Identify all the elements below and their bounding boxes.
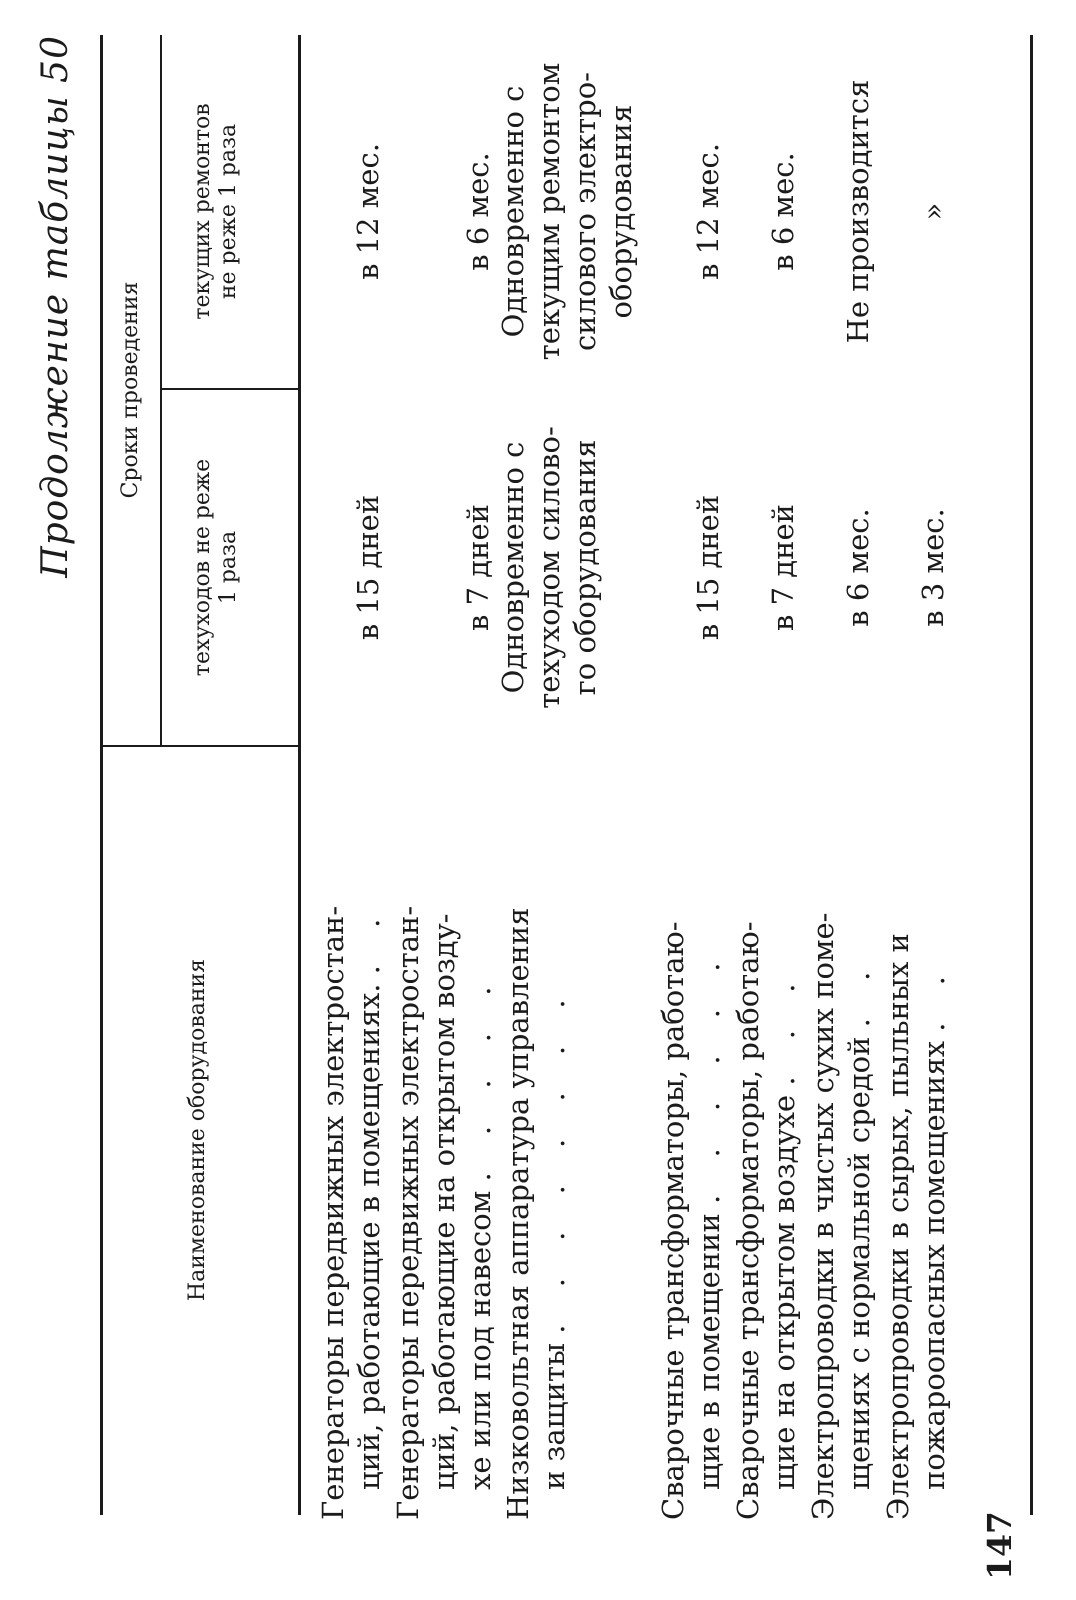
header-tech-line2: 1 раза [216, 530, 241, 605]
row-2-name-line2: ций, работающие на открытом возду- [427, 913, 461, 1490]
row-1-name-line2: ций, работающие в помещениях. [352, 983, 386, 1490]
row-3-tech-line1: Одновременно с [496, 441, 530, 694]
row-3-name-line2: и защиты [537, 1342, 571, 1490]
header-tech [190, 390, 242, 745]
table-row-5-tech: в 7 дней [766, 504, 800, 631]
header-repair-line1: текущих ремонтов [190, 103, 215, 320]
table-row-3-name [500, 755, 572, 1520]
table-bottom-rule [1030, 35, 1033, 1515]
table-top-rule [100, 35, 103, 1515]
row-3-name-line1: Низковольтная аппаратура управления [501, 907, 535, 1520]
row-5-name-line2: щие на открытом воздухе [767, 1094, 801, 1490]
group-header-rule [160, 35, 162, 745]
name-column-rule [100, 745, 300, 747]
header-repair-line2: не реже 1 раза [216, 123, 241, 300]
header-name [185, 750, 211, 1510]
header-group-text: Сроки проведения [118, 281, 143, 499]
table-row-1-tech: в 15 дней [351, 494, 385, 641]
table-row-4-tech: в 15 дней [691, 494, 725, 641]
row-4-name-line2: щие в помещении [692, 1213, 726, 1490]
row-6-name-line2: щениях с нормальной средой [842, 1036, 876, 1490]
row-5-name-line1: Сварочные трансформаторы, работаю- [731, 921, 765, 1520]
row-3-repair-line1: Одновременно с [496, 85, 530, 338]
row-3-repair-line3: силового электро- [568, 72, 602, 351]
row-2-leader-dots: . . . . . [463, 972, 497, 1182]
header-group [118, 35, 144, 745]
table-row-6-tech: в 6 мес. [841, 508, 875, 627]
table-row-1-repair: в 12 мес. [351, 143, 385, 280]
table-row-5-name [730, 755, 802, 1520]
row-4-name-line1: Сварочные трансформаторы, работаю- [656, 921, 690, 1520]
table-row-6-name [805, 755, 877, 1520]
table-caption: Продолжение таблицы 50 [35, 35, 76, 578]
row-1-leader-dots: . . [352, 904, 386, 975]
row-2-name-line1: Генераторы передвижных электростан- [391, 905, 425, 1520]
table-row-3-tech [495, 390, 603, 745]
table-row-7-repair: » [916, 202, 950, 221]
row-7-name-line2: пожароопасных помещениях [917, 1040, 951, 1490]
row-3-tech-line2: техуходом силово- [532, 426, 566, 709]
row-2-name-line3: хе или под навесом [463, 1190, 497, 1490]
table-row-2-repair: в 6 мес. [461, 152, 495, 271]
row-1-name-line1: Генераторы передвижных электростан- [316, 905, 350, 1520]
row-6-name-line1: Электропроводки в чистых сухих поме- [806, 912, 840, 1520]
table-row-7-name [880, 755, 952, 1520]
header-name-text: Наименование оборудования [185, 958, 210, 1302]
table-row-6-repair: Не производится [841, 79, 875, 344]
table-row-2-tech: в 7 дней [461, 504, 495, 631]
table-row-3-repair [495, 35, 639, 388]
header-tech-line1: техуходов не реже [190, 458, 215, 677]
row-7-name-line1: Электропроводки в сырых, пыльных и [881, 933, 915, 1520]
table-row-5-repair: в 6 мес. [766, 152, 800, 271]
row-3-repair-line4: оборудования [604, 104, 638, 319]
row-5-leader-dots: . . . [767, 969, 801, 1086]
table-row-7-tech: в 3 мес. [916, 508, 950, 627]
header-bottom-rule [298, 35, 301, 1515]
header-repair [190, 35, 242, 388]
page-number: 147 [980, 1511, 1019, 1580]
row-3-leader-dots: . . . . . . . . [537, 985, 571, 1334]
row-4-leader-dots: . . . . . . [692, 948, 726, 1204]
row-7-leader-dots: . . [917, 962, 951, 1032]
row-3-tech-line3: го оборудования [568, 439, 602, 696]
row-3-repair-line2: текущим ремонтом [532, 62, 566, 361]
row-6-leader-dots: . . [842, 957, 876, 1028]
table-row-1-name [315, 755, 387, 1520]
table-row-4-name [655, 755, 727, 1520]
table-row-4-repair: в 12 мес. [691, 143, 725, 280]
table-row-2-name [390, 755, 498, 1520]
